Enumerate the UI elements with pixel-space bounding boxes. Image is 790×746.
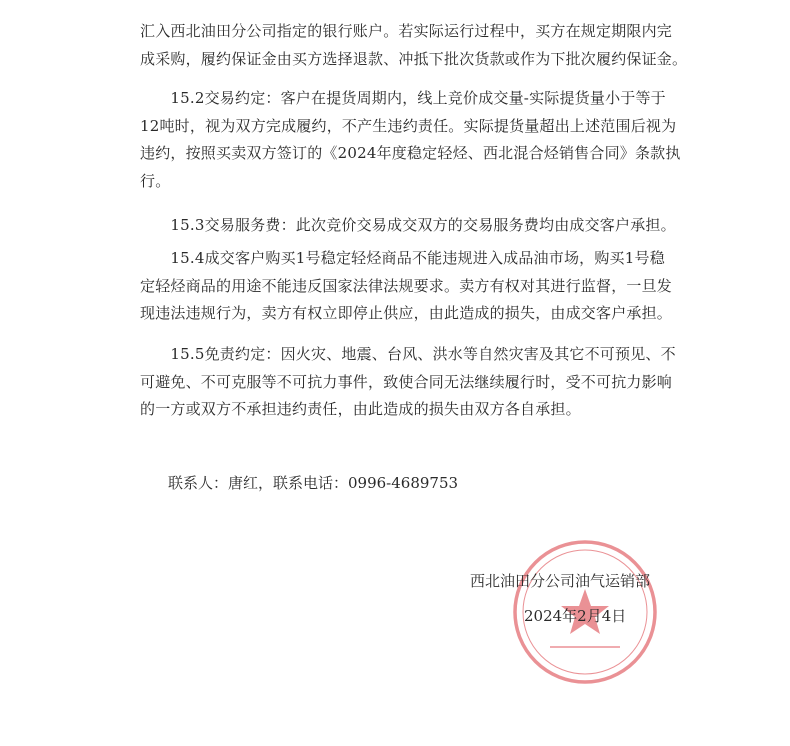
issuer-signature: 西北油田分公司油气运销部 <box>470 572 651 590</box>
paragraph-15-5 <box>140 341 676 424</box>
text-line: 15.3交易服务费：此次竞价交易成交双方的交易服务费均由成交客户承担。 <box>140 216 676 234</box>
text-line: 15.5免责约定：因火灾、地震、台风、洪水等自然灾害及其它不可预见、不 <box>140 345 676 363</box>
text-line: 15.2交易约定：客户在提货周期内，线上竞价成交量-实际提货量小于等于 <box>140 89 666 107</box>
text-line: 行。 <box>140 171 171 190</box>
paragraph-payment <box>140 18 688 73</box>
text-line: 违约，按照买卖双方签订的《2024年度稳定轻烃、西北混合烃销售合同》条款执 <box>140 144 681 162</box>
text-line: 现违法违规行为，卖方有权立即停止供应，由此造成的损失，由成交客户承担。 <box>140 304 673 322</box>
issue-date: 2024年2月4日 <box>524 607 627 625</box>
text-line: 可避免、不可克服等不可抗力事件，致使合同无法继续履行时，受不可抗力影响 <box>140 372 673 391</box>
paragraph-15-4 <box>140 245 673 328</box>
contact-info: 联系人：唐红，联系电话：0996-4689753 <box>168 474 459 492</box>
text-line: 的一方或双方不承担违约责任，由此造成的损失由双方各自承担。 <box>140 400 581 418</box>
text-line: 12吨时，视为双方完成履约，不产生违约责任。实际提货量超出上述范围后视为 <box>140 116 677 135</box>
text-line: 15.4成交客户购买1号稳定轻烃商品不能违规进入成品油市场，购买1号稳 <box>140 249 665 267</box>
paragraph-15-2 <box>140 85 681 195</box>
text-line: 成采购，履约保证金由买方选择退款、冲抵下批次货款或作为下批次履约保证金。 <box>140 49 688 68</box>
text-line: 定轻烃商品的用途不能违反国家法律法规要求。卖方有权对其进行监督，一旦发 <box>140 276 673 295</box>
text-line: 汇入西北油田分公司指定的银行账户。若实际运行过程中，买方在规定期限内完 <box>140 22 673 40</box>
paragraph-15-3 <box>140 212 676 240</box>
